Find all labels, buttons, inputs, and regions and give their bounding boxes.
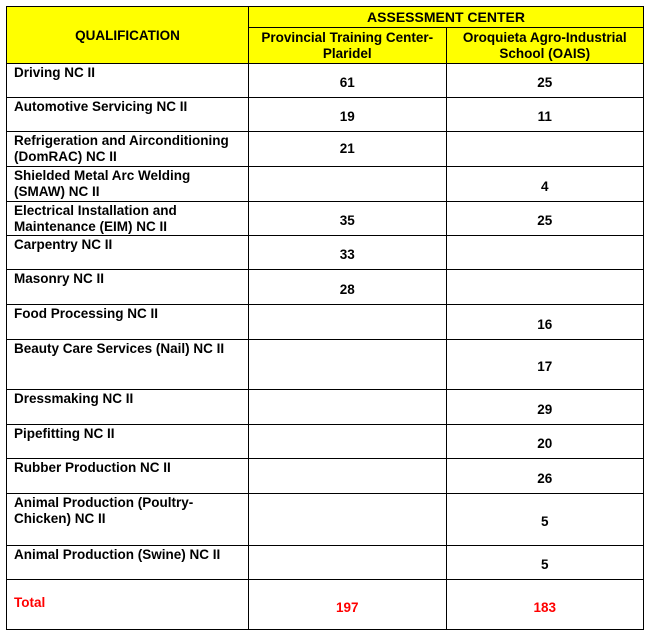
- count-oais: 11: [446, 98, 644, 132]
- count-oais: 25: [446, 202, 644, 236]
- count-ptc: [249, 425, 447, 459]
- count-oais: 17: [446, 340, 644, 390]
- table-row: [7, 494, 644, 546]
- count-oais: 25: [446, 64, 644, 98]
- table-row: [7, 167, 644, 202]
- qualification-name: Beauty Care Services (Nail) NC II: [7, 340, 249, 390]
- count-ptc: 61: [249, 64, 447, 98]
- assessment-center-header: ASSESSMENT CENTER: [249, 7, 644, 28]
- table-row: [7, 132, 644, 167]
- qualification-name: Refrigeration and Airconditioning (DomRAC) NC II: [7, 132, 249, 167]
- count-ptc: [249, 340, 447, 390]
- table-row: [7, 202, 644, 236]
- count-ptc: 21: [249, 132, 447, 167]
- qualification-name: Carpentry NC II: [7, 236, 249, 270]
- center-header-ptc: Provincial Training Center-Plaridel: [249, 28, 447, 64]
- table-row: [7, 425, 644, 459]
- qualification-name: Electrical Installation and Maintenance (EIM) NC II: [7, 202, 249, 236]
- table-row: [7, 236, 644, 270]
- count-oais: 4: [446, 167, 644, 202]
- count-oais: 26: [446, 459, 644, 494]
- count-oais: 16: [446, 305, 644, 340]
- table-row: [7, 270, 644, 305]
- count-oais: 29: [446, 390, 644, 425]
- table-row: [7, 390, 644, 425]
- count-ptc: [249, 390, 447, 425]
- total-label: Total: [7, 580, 249, 630]
- table-row: [7, 340, 644, 390]
- qualification-name: Automotive Servicing NC II: [7, 98, 249, 132]
- total-row: [7, 580, 644, 630]
- count-ptc: 28: [249, 270, 447, 305]
- total-ptc: 197: [249, 580, 447, 630]
- qualification-table: [6, 6, 644, 630]
- count-oais: 5: [446, 494, 644, 546]
- count-ptc: [249, 459, 447, 494]
- qualification-name: Food Processing NC II: [7, 305, 249, 340]
- count-oais: [446, 236, 644, 270]
- table-row: [7, 305, 644, 340]
- qualification-name: Driving NC II: [7, 64, 249, 98]
- qualification-name: Shielded Metal Arc Welding (SMAW) NC II: [7, 167, 249, 202]
- count-ptc: 33: [249, 236, 447, 270]
- qualification-table-container: [6, 6, 644, 630]
- qualification-name: Masonry NC II: [7, 270, 249, 305]
- qualification-name: Dressmaking NC II: [7, 390, 249, 425]
- qualification-name: Animal Production (Poultry-Chicken) NC II: [7, 494, 249, 546]
- count-ptc: [249, 167, 447, 202]
- table-row: [7, 546, 644, 580]
- table-row: [7, 459, 644, 494]
- count-ptc: 35: [249, 202, 447, 236]
- center-header-oais: Oroquieta Agro-Industrial School (OAIS): [446, 28, 644, 64]
- count-oais: [446, 132, 644, 167]
- count-oais: [446, 270, 644, 305]
- count-ptc: 19: [249, 98, 447, 132]
- count-ptc: [249, 305, 447, 340]
- count-oais: 5: [446, 546, 644, 580]
- count-ptc: [249, 546, 447, 580]
- count-ptc: [249, 494, 447, 546]
- qualification-name: Animal Production (Swine) NC II: [7, 546, 249, 580]
- qualification-header: QUALIFICATION: [7, 7, 249, 64]
- table-row: [7, 64, 644, 98]
- table-row: [7, 98, 644, 132]
- count-oais: 20: [446, 425, 644, 459]
- qualification-name: Pipefitting NC II: [7, 425, 249, 459]
- total-oais: 183: [446, 580, 644, 630]
- qualification-name: Rubber Production NC II: [7, 459, 249, 494]
